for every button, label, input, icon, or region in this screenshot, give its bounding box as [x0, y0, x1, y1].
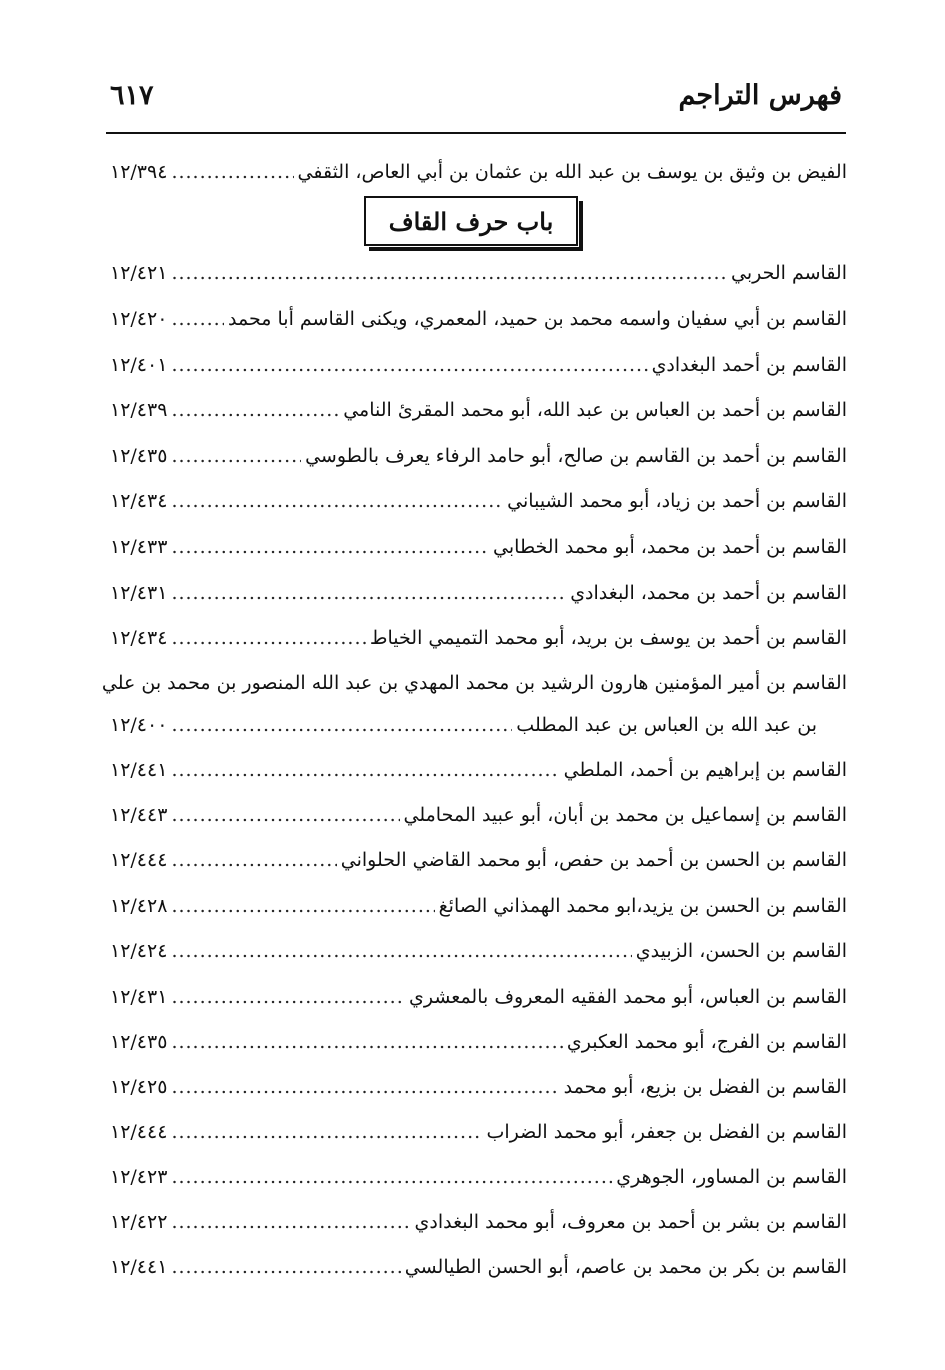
index-entry: [110, 798, 847, 832]
entry-reference: ١٢/٤٣٩: [110, 399, 168, 421]
entry-name: القاسم بن الحسن بن أحمد بن حفص، أبو محمد القاضي الحلواني: [340, 849, 847, 871]
leader-dots: [171, 621, 365, 655]
leader-dots: [171, 1160, 612, 1194]
leader-dots: [171, 708, 512, 742]
leader-dots: [171, 348, 647, 382]
entry-name: القاسم بن إبراهيم بن أحمد، الملطي: [563, 759, 847, 781]
entry-name: القاسم بن أحمد بن القاسم بن صالح، أبو حامد الرفاء يعرف بالطوسي: [305, 445, 847, 467]
index-entry: [110, 621, 847, 655]
leader-dots: [171, 843, 336, 877]
leader-dots: [171, 798, 399, 832]
leader-dots: [171, 1070, 559, 1104]
entry-reference: ١٢/٤٣٤: [110, 627, 168, 649]
entry-name: القاسم بن المساور، الجوهري: [616, 1166, 847, 1188]
entry-reference: ١٢/٤٢٨: [110, 895, 168, 917]
header-divider: [106, 132, 846, 134]
index-entry-first-line: القاسم بن أمير المؤمنين هارون الرشيد بن محمد المهدي بن عبد الله المنصور بن محمد بن علي: [101, 672, 847, 694]
leader-dots: [171, 889, 434, 923]
entry-name: القاسم بن الفرج، أبو محمد العكبري: [566, 1031, 847, 1053]
index-entry: [110, 484, 847, 518]
entry-reference: ١٢/٤٣٤: [110, 490, 168, 512]
entry-reference: ١٢/٤٣٣: [110, 536, 168, 558]
index-entry: [110, 302, 847, 336]
page-number: ٦١٧: [110, 80, 154, 111]
entry-name: القاسم بن العباس، أبو محمد الفقيه المعروف بالمعشري: [408, 986, 847, 1008]
entry-name: القاسم بن أحمد بن يوسف بن بريد، أبو محمد التميمي الخياط: [369, 627, 847, 649]
entry-name: القاسم الحربي: [730, 262, 847, 284]
entry-name: القاسم بن بشر بن أحمد بن معروف، أبو محمد البغدادي: [414, 1211, 847, 1233]
index-entry: [110, 934, 847, 968]
leader-dots: [171, 576, 566, 610]
index-entry: [110, 1025, 847, 1059]
entry-name: بن عبد الله بن العباس بن عبد المطلب: [516, 714, 817, 736]
entry-reference: ١٢/٤٢١: [110, 262, 168, 284]
page-title: فهرس التراجم: [678, 80, 842, 111]
entry-reference: ١٢/٤٤٤: [110, 849, 168, 871]
leader-dots: [171, 753, 559, 787]
entry-name: القاسم بن الفضل بن بزيع، أبو محمد: [563, 1076, 847, 1098]
entry-name: القاسم بن أحمد بن محمد، البغدادي: [570, 582, 847, 604]
leader-dots: [171, 1205, 410, 1239]
leader-dots: [171, 155, 293, 189]
leader-dots: [171, 530, 489, 564]
entry-reference: ١٢/٤٢٤: [110, 940, 168, 962]
entry-reference: ١٢/٤٤١: [110, 1256, 168, 1278]
index-entry: [110, 1250, 847, 1284]
section-heading-box: [364, 196, 578, 246]
leader-dots: [171, 484, 503, 518]
leader-dots: [171, 1025, 562, 1059]
entry-reference: ١٢/٤٣٥: [110, 445, 168, 467]
section-heading: باب حرف القاف: [388, 206, 554, 236]
index-entry: [110, 256, 847, 290]
index-entry: [110, 1160, 847, 1194]
index-entry: [110, 1115, 847, 1149]
index-entry: [110, 439, 847, 473]
entry-reference: ١٢/٤٢٥: [110, 1076, 168, 1098]
index-entry: [110, 980, 847, 1014]
index-entry: [110, 576, 847, 610]
entry-reference: ١٢/٤٠١: [110, 354, 168, 376]
entry-reference: ١٢/٤٣١: [110, 986, 168, 1008]
entry-reference: ١٢/٤٢٣: [110, 1166, 168, 1188]
index-entry: [110, 155, 847, 189]
leader-dots: [171, 980, 405, 1014]
leader-dots: [171, 439, 301, 473]
index-entry: [110, 530, 847, 564]
entry-name: الفيض بن وثيق بن يوسف بن عبد الله بن عثمان بن أبي العاص، الثقفي: [297, 161, 847, 183]
entry-name: القاسم بن الفضل بن جعفر، أبو محمد الضراب: [486, 1121, 847, 1143]
entry-name: القاسم بن أحمد بن محمد، أبو محمد الخطابي: [493, 536, 847, 558]
leader-dots: [171, 1115, 482, 1149]
index-entry: [110, 393, 847, 427]
entry-reference: ١٢/٤٠٠: [110, 714, 168, 736]
entry-name: القاسم بن بكر بن محمد بن عاصم، أبو الحسن الطيالسي: [404, 1256, 847, 1278]
entry-name: القاسم بن الحسن، الزبيدي: [635, 940, 847, 962]
index-entry: [110, 348, 847, 382]
leader-dots: [171, 934, 631, 968]
index-entry: [110, 1070, 847, 1104]
entry-reference: ١٢/٤٤٣: [110, 804, 168, 826]
entry-reference: ١٢/٤٣١: [110, 582, 168, 604]
index-entry: [110, 843, 847, 877]
entry-name: القاسم بن الحسن بن يزيد،ابو محمد الهمذاني الصائغ: [438, 895, 847, 917]
index-entry: [110, 753, 847, 787]
entry-reference: ١٢/٤٣٥: [110, 1031, 168, 1053]
index-entry: [110, 1205, 847, 1239]
leader-dots: [171, 1250, 400, 1284]
entry-name: القاسم بن أبي سفيان واسمه محمد بن حميد، المعمري، ويكنى القاسم أبا محمد: [228, 308, 847, 330]
index-entry: [110, 708, 817, 742]
entry-reference: ١٢/٤٤٤: [110, 1121, 168, 1143]
leader-dots: [171, 256, 727, 290]
entry-name: القاسم بن أحمد بن زياد، أبو محمد الشيباني: [507, 490, 847, 512]
leader-dots: [171, 302, 224, 336]
leader-dots: [171, 393, 339, 427]
entry-name: القاسم بن إسماعيل بن محمد بن أبان، أبو عبيد المحاملي: [403, 804, 847, 826]
index-entry: [110, 889, 847, 923]
entry-reference: ١٢/٤٢٢: [110, 1211, 168, 1233]
entry-reference: ١٢/٣٩٤: [110, 161, 168, 183]
entry-name: القاسم بن أحمد البغدادي: [651, 354, 847, 376]
entry-reference: ١٢/٤٢٠: [110, 308, 168, 330]
entry-name: القاسم بن أحمد بن العباس بن عبد الله، أبو محمد المقرئ النامي: [343, 399, 847, 421]
entry-reference: ١٢/٤٤١: [110, 759, 168, 781]
